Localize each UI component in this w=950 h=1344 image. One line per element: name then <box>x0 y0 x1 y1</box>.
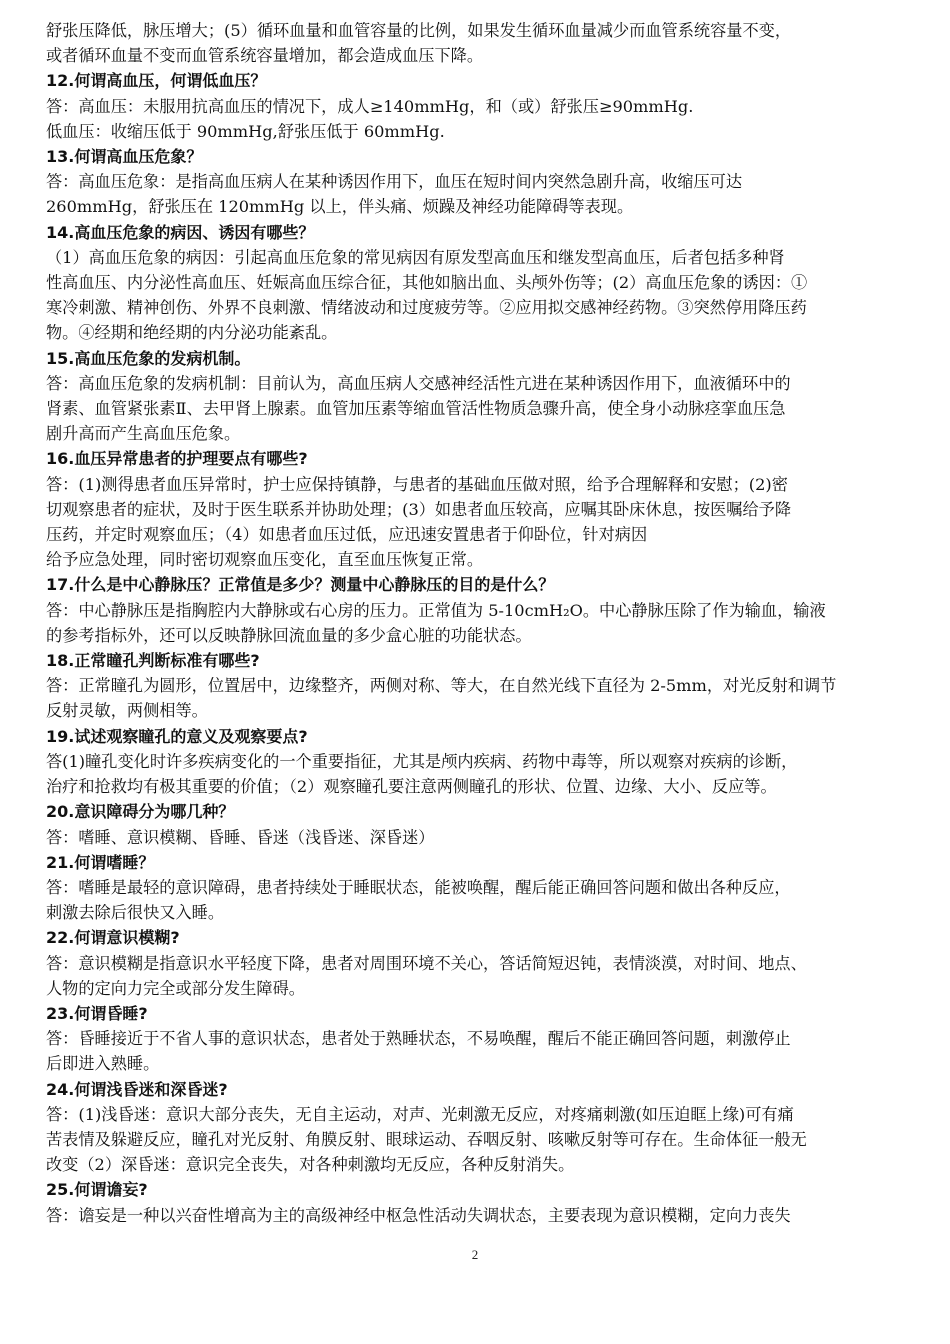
answer-paragraph <box>46 951 906 1001</box>
text-line: 或者循环血量不变而血管系统容量增加，都会造成血压下降。 <box>46 46 484 66</box>
text-line: （1）高血压危象的病因：引起高血压危象的常见病因有原发型高血压和继发型高血压，后者包括多种肾 <box>46 247 785 267</box>
text-line: 20.意识障碍分为哪几种？ <box>46 802 235 822</box>
text-line: 答：昏睡接近于不省人事的意识状态，患者处于熟睡状态，不易唤醒，醒后不能正确回答问题，刺激停止 <box>46 1029 791 1049</box>
text-line: 答：嗜睡是最轻的意识障碍，患者持续处于睡眠状态，能被唤醒，醒后能正确回答问题和做出各种反应， <box>46 877 791 897</box>
answer-paragraph <box>46 598 906 648</box>
answer-paragraph <box>46 245 906 346</box>
answer-paragraph <box>46 673 906 723</box>
answer-paragraph <box>46 169 906 219</box>
question-heading <box>46 1001 906 1026</box>
text-line: 14.高血压危象的病因、诱因有哪些？ <box>46 222 315 242</box>
question-heading <box>46 1177 906 1202</box>
document-body <box>46 18 906 1228</box>
text-line: 人物的定向力完全或部分发生障碍。 <box>46 978 305 998</box>
question-heading <box>46 446 906 471</box>
question-heading <box>46 648 906 673</box>
text-line: 17.什么是中心静脉压？正常值是多少？测量中心静脉压的目的是什么？ <box>46 575 555 595</box>
answer-paragraph <box>46 18 906 68</box>
answer-paragraph <box>46 1203 906 1228</box>
text-line: 苦表情及躲避反应，瞳孔对光反射、角膜反射、眼球运动、吞咽反射、咳嗽反射等可存在。生命体征一般无 <box>46 1129 807 1149</box>
text-line: 刺激去除后很快又入睡。 <box>46 903 225 923</box>
text-line: 低血压：收缩压低于 90mmHg,舒张压低于 60mmHg. <box>46 121 445 141</box>
text-line: 答：(1)浅昏迷：意识大部分丧失，无自主运动，对声、光刺激无反应，对疼痛刺激(如压迫眶上缘)可有痛 <box>46 1104 794 1124</box>
answer-paragraph <box>46 371 906 447</box>
text-line: 21.何谓嗜睡？ <box>46 852 155 872</box>
answer-paragraph <box>46 1026 906 1076</box>
question-heading <box>46 799 906 824</box>
text-line: 22.何谓意识模糊? <box>46 928 180 948</box>
answer-paragraph <box>46 749 906 799</box>
text-line: 15.高血压危象的发病机制。 <box>46 348 251 368</box>
text-line: 物。④经期和绝经期的内分泌功能紊乱。 <box>46 323 338 343</box>
answer-paragraph <box>46 825 906 850</box>
text-line: 改变（2）深昏迷：意识完全丧失，对各种刺激均无反应，各种反射消失。 <box>46 1155 575 1175</box>
text-line: 答：正常瞳孔为圆形，位置居中，边缘整齐，两侧对称、等大，在自然光线下直径为 2-5mm，对光反射和调节 <box>46 676 837 696</box>
question-heading <box>46 572 906 597</box>
text-line: 答：(1)测得患者血压异常时，护士应保持镇静，与患者的基础血压做对照，给予合理解释和安慰；(2)密 <box>46 474 788 494</box>
text-line: 答：高血压：未服用抗高血压的情况下，成人≥140mmHg，和（或）舒张压≥90mmHg. <box>46 96 694 116</box>
text-line: 剧升高而产生高血压危象。 <box>46 424 241 444</box>
question-heading <box>46 220 906 245</box>
question-heading <box>46 68 906 93</box>
text-line: 12.何谓高血压，何谓低血压？ <box>46 71 267 91</box>
text-line: 给予应急处理，同时密切观察血压变化，直至血压恢复正常。 <box>46 550 484 570</box>
text-line: 19.试述观察瞳孔的意义及观察要点? <box>46 726 308 746</box>
answer-paragraph <box>46 94 906 144</box>
page-number: 2 <box>471 1247 479 1262</box>
question-heading <box>46 925 906 950</box>
text-line: 25.何谓谵妄? <box>46 1180 148 1200</box>
text-line: 后即进入熟睡。 <box>46 1054 160 1074</box>
text-line: 反射灵敏，两侧相等。 <box>46 701 208 721</box>
answer-paragraph <box>46 472 906 573</box>
text-line: 寒冷刺激、精神创伤、外界不良刺激、情绪波动和过度疲劳等。②应用拟交感神经药物。③突然停用降压药 <box>46 298 807 318</box>
text-line: 压药，并定时观察血压；（4）如患者血压过低，应迅速安置患者于仰卧位，针对病因 <box>46 525 648 545</box>
text-line: 答：中心静脉压是指胸腔内大静脉或右心房的压力。正常值为 5-10cmH₂O。中心静脉压除了作为输血，输液 <box>46 600 826 620</box>
text-line: 答：嗜睡、意识模糊、昏睡、昏迷（浅昏迷、深昏迷） <box>46 827 435 847</box>
text-line: 舒张压降低，脉压增大；(5）循环血量和血管容量的比例，如果发生循环血量减少而血管系统容量不变， <box>46 21 792 40</box>
answer-paragraph <box>46 875 906 925</box>
text-line: 切观察患者的症状，及时于医生联系并协助处理；(3）如患者血压较高，应嘱其卧床休息，按医嘱给予降 <box>46 499 792 519</box>
text-line: 答：谵妄是一种以兴奋性增高为主的高级神经中枢急性活动失调状态，主要表现为意识模糊，定向力丧失 <box>46 1205 791 1225</box>
text-line: 肾素、血管紧张素Ⅱ、去甲肾上腺素。血管加压素等缩血管活性物质急骤升高，使全身小动脉痉挛血压急 <box>46 399 786 419</box>
text-line: 13.何谓高血压危象？ <box>46 147 203 167</box>
text-line: 答：高血压危象的发病机制：目前认为，高血压病人交感神经活性亢进在某种诱因作用下，血液循环中的 <box>46 373 791 393</box>
question-heading <box>46 1077 906 1102</box>
text-line: 性高血压、内分泌性高血压、妊娠高血压综合征，其他如脑出血、头颅外伤等；(2）高血压危象的诱因：① <box>46 273 808 293</box>
question-heading <box>46 144 906 169</box>
text-line: 的参考指标外，还可以反映静脉回流血量的多少盒心脏的功能状态。 <box>46 625 532 645</box>
question-heading <box>46 850 906 875</box>
question-heading <box>46 724 906 749</box>
text-line: 16.血压异常患者的护理要点有哪些? <box>46 449 308 469</box>
text-line: 18.正常瞳孔判断标准有哪些? <box>46 651 260 671</box>
text-line: 24.何谓浅昏迷和深昏迷? <box>46 1079 228 1099</box>
text-line: 治疗和抢救均有极其重要的价值；（2）观察瞳孔要注意两侧瞳孔的形状、位置、边缘、大小、反应等。 <box>46 777 777 797</box>
text-line: 答(1)瞳孔变化时许多疾病变化的一个重要指征，尤其是颅内疾病、药物中毒等，所以观察对疾病的诊断， <box>46 751 798 771</box>
text-line: 答：高血压危象：是指高血压病人在某种诱因作用下，血压在短时间内突然急剧升高，收缩压可达 <box>46 172 743 192</box>
text-line: 答：意识模糊是指意识水平轻度下降，患者对周围环境不关心，答话简短迟钝，表情淡漠，对时间、地点、 <box>46 953 807 973</box>
text-line: 260mmHg，舒张压在 120mmHg 以上，伴头痛、烦躁及神经功能障碍等表现。 <box>46 197 634 217</box>
question-heading <box>46 346 906 371</box>
answer-paragraph <box>46 1102 906 1178</box>
text-line: 23.何谓昏睡? <box>46 1003 148 1023</box>
